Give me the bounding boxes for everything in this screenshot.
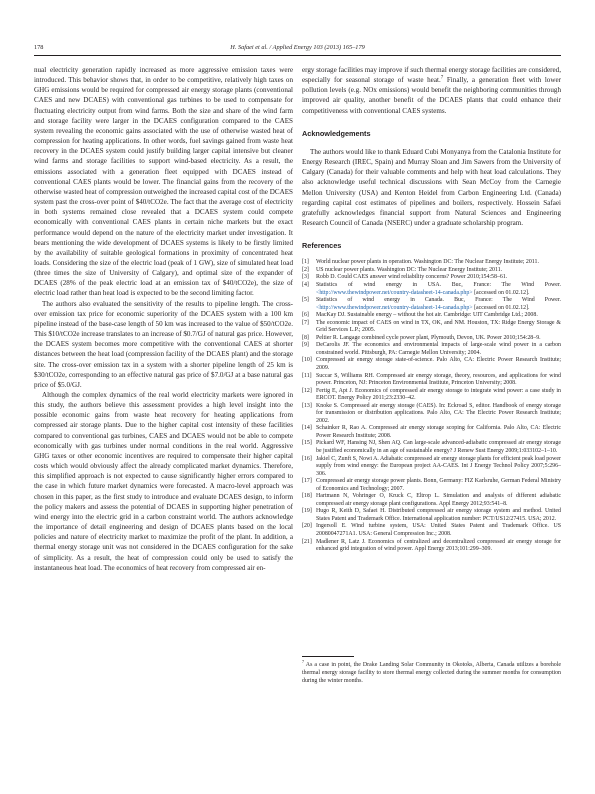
reference-item: [302, 297, 561, 312]
reference-text: Hugo R, Keith D, Safaei H. Distributed compressed air energy storage system and method. United States Patent and Trademark Office. International application number: PCT/US12/27415. USA; 2012.: [316, 508, 561, 522]
reference-text: MacKay DJ. Sustainable energy – without the hot air. Cambridge: UIT Cambridge Ltd.; 2008.: [316, 312, 538, 319]
reference-item: [302, 342, 561, 357]
footnote-marker[interactable]: 7: [440, 75, 444, 81]
reference-number: [19]: [302, 508, 312, 515]
reference-text: Statistics of wind energy in USA. Buc, France: The Wind Power.: [316, 281, 561, 288]
reference-number: [10]: [302, 357, 312, 364]
reference-item: [302, 440, 561, 455]
footnote-number: 7: [302, 659, 305, 665]
header-rule: [34, 55, 561, 56]
footnote-text: As a case in point, the Drake Landing Solar Community in Okotoks, Alberta, Canada utilizes a borehole thermal energy storage facility to store thermal energy collected during the summer months for consumption during the winter months.: [302, 662, 561, 684]
reference-number: [2]: [302, 266, 309, 273]
reference-number: [8]: [302, 334, 309, 341]
reference-item: [302, 373, 561, 388]
reference-item: [302, 267, 561, 275]
reference-text: World nuclear power plants in operation. Washington DC: The Nuclear Energy Institute; 2011.: [316, 259, 539, 266]
reference-number: [14]: [302, 425, 312, 432]
reference-number: [4]: [302, 281, 309, 288]
body-paragraph: Although the complex dynamics of the real world electricity markets were ignored in this study, the authors believe this assessment provides a high level insight into the possible economic gains from waste heat recovery for heating applications from compressed air storage plants. Due to the higher capital cost intensity of these facilities compared to conventional gas turbines, CAES and DCAES would not be able to compete economically with gas turbines under normal conditions in the real world. Aggressive GHG taxes or other economic incentives are required to compensate their higher capital costs which would obviously affect the already complicated market dynamics. Therefore, this simplified approach is not expected to cause significantly higher errors compared to the case in which future market dynamics were forecasted. A macro-level approach was chosen in this paper, as the first study to introduce and evaluate DCAES design, to inform the policy makers and assess the potential of DCAES in supporting higher penetration of wind energy into the electric grid in a carbon constraint world. The authors acknowledge the importance of detail engineering and design of DCAES plants based on the local policies and nature of electricity market to maximize the profit of the plant. In addition, a thermal energy storage unit was not considered in the DCAES configuration for the sake of simplicity. As a result, the heat of compression could only be used to satisfy the instantaneous heat load. The economics of heat recovery from compressed air en-: [34, 391, 293, 572]
reference-text: Statistics of wind energy in Canada. Buc, France: The Wind Power.: [316, 297, 561, 304]
reference-text: Hartmann N, Vohringer O, Kruck C, Eltrop L. Simulation and analysis of different adiabatic compressed air energy storage plant configurations. Appl Energy 2012;93:541–8.: [316, 493, 561, 507]
reference-number: [6]: [302, 312, 309, 319]
body-paragraph: nual electricity generation rapidly increased as more aggressive emission taxes were introduced. This behavior shows that, in order to be competitive, relatively high taxes on GHG emissions would be required for compressed air energy storage plants (conventional CAES and new DCAES) with conventional gas turbines to be used to compensate for fluctuating electricity output from wind farms. Both the size and share of the wind farm and storage facility were larger in the DCAES configuration compared to the CAES system revealing the economic gains associated with the use of otherwise wasted heat of compression for heating applications. In other words, fuel savings gained from waste heat recovery in the DCAES system could justify building larger capital intensive but cleaner wind farms and storage facilities to support wind-based electricity. As a result, the emissions associated with a generation fleet equipped with DCAES instead of conventional CAES plants would be lower. The financial gains from the recovery of the otherwise wasted heat of compression outweighed the increased capital cost of the DCAES system past the cross-over point of $40/tCO2e. The fact that the average cost of electricity in both systems remained close revealed that a DCAES system could compete economically with conventional CAES plants in certain niche markets but the exact performance would depend on the nature of the electricity market under investigation. It bears mentioning the wide development of DCAES systems is likely to be firstly limited by the availability of suitable geological formations in proximity of concentrated heat loads. Considering the size of the electric load (peak of 1 GW), size of simulated heat load (three times the size of University of Calgary), and optimal size of the expander of DCAES (28% of the peak electric load at an emission tax of $40/tCO2e), the size of electric load rather than heat load is expected to be the second limiting factor.: [34, 66, 293, 298]
reference-text: Knoke S. Compressed air energy storage (CAES). In: Eckroad S, editor. Handbook of energy storage for transmission or distribution applications. Palo Alto, CA: The Electric Power Research Institute; 2002.: [316, 402, 561, 424]
reference-number: [11]: [302, 372, 312, 379]
reference-item: [302, 493, 561, 508]
running-header: [34, 44, 561, 54]
reference-text: Robb D. Could CAES answer wind reliability concerns? Power 2010;154:58–61.: [316, 274, 508, 281]
reference-text: The economic impact of CAES on wind in TX, OK, and NM. Houston, TX: Ridge Energy Storage & Grid Services L.P.; 2005.: [316, 319, 561, 334]
reference-link[interactable]: <http://www.thewindpower.net/country-datasheet-14-canada.php>: [316, 289, 473, 296]
left-column: [34, 65, 293, 573]
body-paragraph: The authors also evaluated the sensitivity of the results to pipeline length. The cross-over emission tax price for economic superiority of the DCAES system with a 100 km pipeline instead of the base-case length of 50 km was increased to the value of $50/tCO2e. This $10/tCO2e increase translates to an increase of $0.7/GJ of natural gas price. However, the DCAES system becomes more competitive with the conventional CAES at shorter distances between the heat load (compression facility of the DCAES plant) and the storage site. The cross-over emission tax in a system with a shorter pipeline length of 25 km is $30/tCO2e, corresponding to an effective natural gas price of $7.0/GJ at a base natural gas price of $5.0/GJ.: [34, 299, 293, 389]
reference-number: [16]: [302, 455, 312, 462]
reference-number: [17]: [302, 478, 312, 485]
reference-item: [302, 259, 561, 267]
reference-text: Peltier R. Langage combined cycle power plant, Plymouth, Devon, UK. Power 2010;154:28–9.: [316, 334, 541, 341]
reference-item: [302, 456, 561, 479]
body-paragraph: ergy storage facilities may improve if such thermal energy storage facilities are considered, especially for seasonal storage of waste heat.$^7$ Finally, a generation fleet with lower pollution levels (e.g. NOx emissions) would benefit the neighboring communities through improved air quality, another benefit of the DCAES plants that could enhance their competitiveness with conventional CAES systems.: [302, 66, 561, 115]
reference-text: Schainker R, Rao A. Compressed air energy storage scoping for California. Palo Alto, CA: Electric Power Research Institute; 2008.: [316, 425, 561, 439]
references-heading: References: [302, 241, 342, 251]
page-number: 178: [34, 44, 44, 51]
reference-item: [302, 357, 561, 372]
reference-text: DeCarolis JF. The economics and environmental impacts of large-scale wind power in a carbon constrained world. Pittsburgh, PA: Carnegie Mellon University; 2004.: [316, 342, 561, 356]
reference-item: [302, 539, 561, 554]
reference-item: [302, 274, 561, 282]
reference-item: [302, 388, 561, 403]
reference-number: [3]: [302, 274, 309, 281]
reference-list: [302, 259, 561, 553]
reference-number: [15]: [302, 440, 312, 447]
reference-access-date: [accessed on 01.02.12].: [472, 289, 530, 296]
reference-number: [21]: [302, 538, 312, 545]
reference-text: Fertig E, Apt J. Economics of compressed air energy storage to integrate wind power: a case study in ERCOT. Energy Policy 2011;23:2330–42.: [316, 387, 561, 402]
reference-item: [302, 403, 561, 426]
reference-number: [20]: [302, 523, 312, 530]
reference-text: Ingersoll E. Wind turbine system, USA: United States Patent and Trademark Office. US 20080047271A1. USA: General Compression Inc.; 2008.: [316, 523, 561, 538]
reference-item: [302, 282, 561, 297]
reference-number: [18]: [302, 493, 312, 500]
reference-text: US nuclear power plants. Washington DC: The Nuclear Energy Institute; 2011.: [316, 266, 503, 273]
reference-item: [302, 312, 561, 320]
reference-link[interactable]: <http://www.thewindpower.net/country-datasheet-14-canada.php>: [316, 304, 473, 311]
footnote: [302, 661, 561, 685]
reference-item: [302, 478, 561, 493]
reference-text: Jakiel C, Zunft S, Nowi A. Adiabatic compressed air energy storage plants for efficient peak load power supply from wind energy: the European project AA-CAES. Int J Energy Technol Policy 2007;5:296–306.: [316, 455, 561, 477]
reference-item: [302, 320, 561, 335]
journal-citation: H. Safaei et al. / Applied Energy 103 (2013) 165–179: [230, 44, 365, 51]
acknowledgements-text: The authors would like to thank Eduard Cubi Monyanya from the Catalonia Institute for Energy Research (IREC, Spain) and Murray Sloan and Jim Sawers from the University of Calgary (Canada) for their valuable comments and help with heat load calculations. They also acknowledge useful technical discussions with Sean McCoy from the Carnegie Mellon University (USA) and Kenton Heidel from Carbon Engineering Ltd. (Canada) regarding capital cost estimates of pipelines and boilers, respectively. Hossein Safaei gratefully acknowledges financial support from Natural Sciences and Engineering Research Council of Canada (NSERC) under a graduate scholarship program.: [302, 147, 561, 228]
reference-number: [9]: [302, 342, 309, 349]
reference-item: [302, 425, 561, 440]
reference-item: [302, 523, 561, 538]
right-column: [302, 65, 561, 554]
reference-text: Compressed air energy storage power plants. Bonn, Germany: FIZ Karlsruhe, German Federal Ministry of Economics and Technology; 2007.: [316, 478, 561, 492]
reference-number: [12]: [302, 387, 312, 394]
reference-number: [5]: [302, 297, 309, 304]
reference-text: Compressed air energy storage state-of-science. Palo Alto, CA: Electric Power Research Institute; 2009.: [316, 357, 561, 371]
reference-text: Pickard WF, Hansing NJ, Shen AQ. Can large-scale advanced-adiabatic compressed air energy storage be justified economically in an age of sustainable energy? J Renew Sust Energy 2009;1:033102–1–10.: [316, 440, 561, 455]
reference-number: [7]: [302, 319, 309, 326]
reference-text: Succar S, Williams RH. Compressed air energy storage, theory, resources, and applications for wind power. Princeton, NJ: Princeton Environmental Institute, Princeton University; 2008.: [316, 372, 561, 387]
reference-number: [13]: [302, 402, 312, 409]
reference-number: [1]: [302, 259, 309, 266]
acknowledgements-heading: Acknowledgements: [302, 128, 371, 138]
footnote-rule: [302, 656, 354, 657]
reference-text: Madlener R, Latz J. Economics of centralized and decentralized compressed air energy storage for enhanced grid integration of wind power. Appl Energy 2013;101:299–309.: [316, 538, 561, 553]
reference-item: [302, 508, 561, 523]
reference-access-date: [accessed on 01.02.12].: [472, 304, 530, 311]
